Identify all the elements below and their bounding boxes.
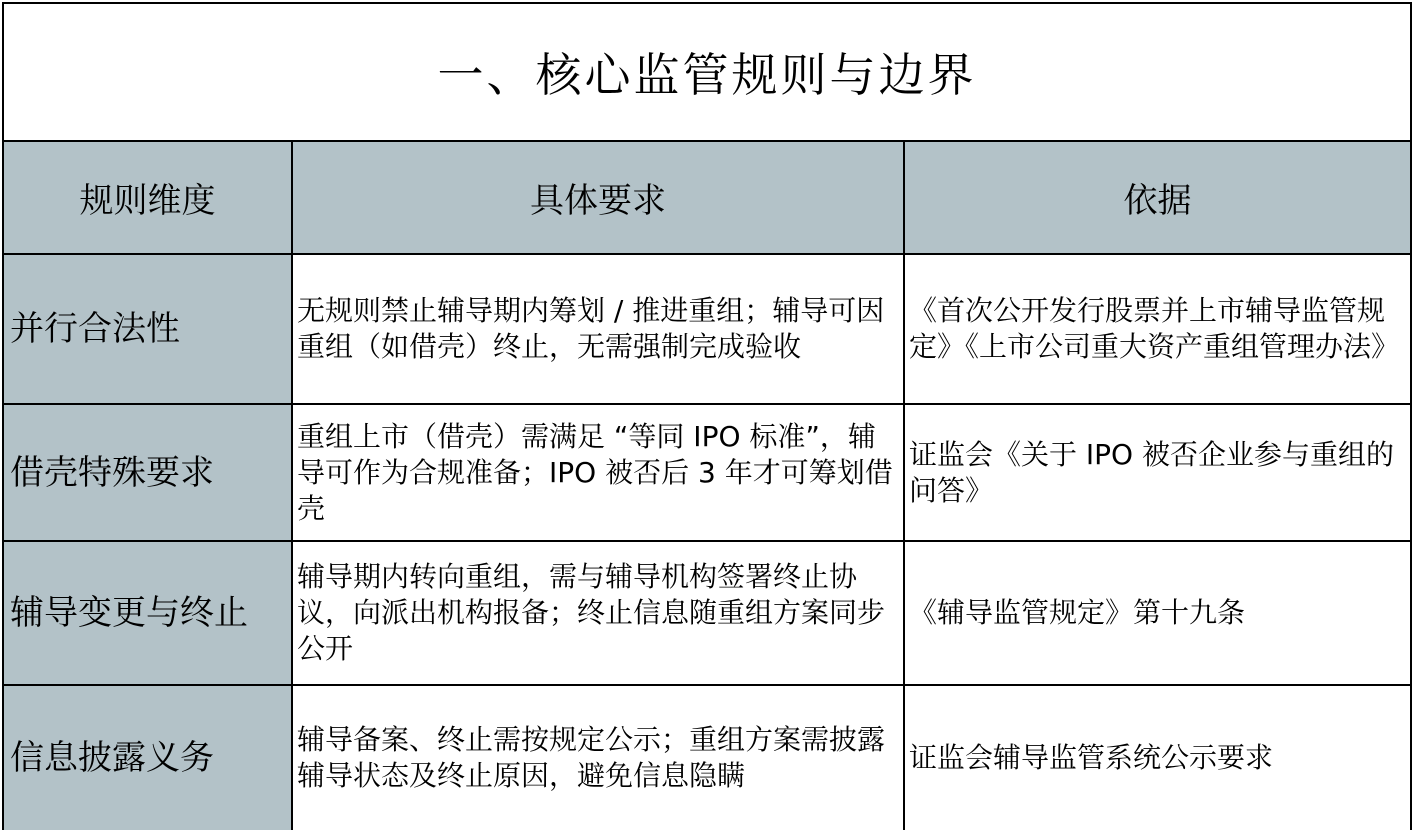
table-row [4,541,1410,685]
table-row [4,404,1410,541]
requirement-cell: 重组上市（借壳）需满足 “等同 IPO 标准”，辅导可作为合规准备；IPO 被否后 3 年才可筹划借壳 [292,404,904,541]
requirement-cell: 无规则禁止辅导期内筹划 / 推进重组；辅导可因重组（如借壳）终止，无需强制完成验收 [292,254,904,404]
dimension-cell: 并行合法性 [4,254,292,404]
rules-table [4,142,1410,830]
title-row [4,4,1410,142]
dimension-cell: 信息披露义务 [4,685,292,830]
table-row [4,685,1410,830]
basis-cell: 证监会辅导监管系统公示要求 [904,685,1410,830]
document-sheet [2,2,1412,830]
header-dimension: 规则维度 [4,142,292,254]
basis-cell: 《辅导监管规定》第十九条 [904,541,1410,685]
dimension-cell: 借壳特殊要求 [4,404,292,541]
header-basis: 依据 [904,142,1410,254]
basis-cell: 证监会《关于 IPO 被否企业参与重组的问答》 [904,404,1410,541]
page-title: 一、核心监管规则与边界 [437,48,977,102]
basis-cell: 《首次公开发行股票并上市辅导监管规定》《上市公司重大资产重组管理办法》 [904,254,1410,404]
header-requirement: 具体要求 [292,142,904,254]
requirement-cell: 辅导备案、终止需按规定公示；重组方案需披露辅导状态及终止原因，避免信息隐瞒 [292,685,904,830]
table-row [4,254,1410,404]
requirement-cell: 辅导期内转向重组，需与辅导机构签署终止协议，向派出机构报备；终止信息随重组方案同步公开 [292,541,904,685]
dimension-cell: 辅导变更与终止 [4,541,292,685]
header-row [4,142,1410,254]
